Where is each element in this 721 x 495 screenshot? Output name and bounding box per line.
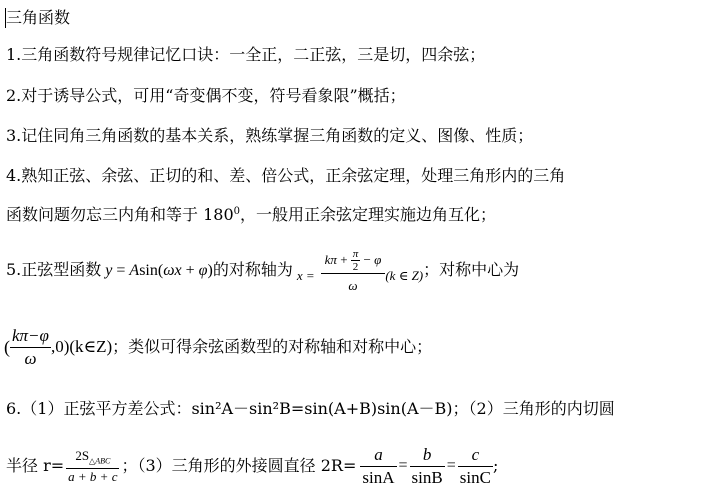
inradius-fraction-den: a + b + c	[68, 469, 118, 485]
item5-suffix: ；对称中心为	[423, 260, 520, 279]
paragraph-4-cont-end: ，一般用正余弦定理实施边角互化；	[240, 205, 497, 224]
equals-sign-2: =	[446, 457, 456, 474]
axis-minus: −	[360, 251, 375, 267]
inradius-fraction	[66, 448, 119, 485]
axis-two: 2	[352, 260, 359, 273]
formula-plus: +	[181, 261, 199, 279]
formula-omega: ωx	[163, 261, 182, 279]
center-rest: ,0)(k∈Z)	[50, 337, 113, 356]
axis-fraction-num	[321, 248, 386, 274]
inradius-num-sub: △ABC	[89, 456, 111, 466]
paragraph-5-cont	[4, 322, 432, 372]
paragraph-6-cont	[6, 440, 498, 492]
axis-k-pi: kπ	[324, 251, 337, 267]
paragraph-6: 6.（1）正弦平方差公式：sin²A－sin²B=sin(A+B)sin(A－B)；（2）三角形的内切圆	[6, 399, 615, 418]
axis-pi-over-2	[351, 248, 361, 273]
formula-phi: φ	[198, 261, 208, 279]
ratio-sinA: sinA	[362, 467, 395, 487]
inradius-prefix: 半径 r=	[6, 456, 65, 475]
formula-y: y	[105, 261, 113, 279]
formula-sin: sin(	[139, 261, 164, 279]
paragraph-3: 3.记住同角三角函数的基本关系，熟练掌握三角函数的定义、图像、性质；	[6, 126, 534, 145]
paragraph-4-cont	[6, 204, 496, 226]
equals-sign-1: =	[398, 457, 408, 474]
ratio-b-sinB	[410, 444, 445, 489]
paragraph-2: 2.对于诱导公式，可用“奇变偶不变，符号看象限”概括；	[6, 86, 406, 105]
formula-close: )	[207, 261, 213, 279]
center-fraction-num: kπ−φ	[10, 325, 51, 348]
paragraph-4: 4.熟知正弦、余弦、正切的和、差、倍公式，正余弦定理，处理三角形内的三角	[6, 166, 566, 185]
paragraph-1: 1.三角函数符号规律记忆口诀：一全正，二正弦，三是切，四余弦；	[6, 45, 486, 64]
axis-condition: (k ∈ Z)	[385, 267, 424, 283]
paragraph-5-cont-text: ；类似可得余弦函数型的对称轴和对称中心；	[112, 337, 433, 356]
center-fraction	[10, 325, 51, 370]
center-open-paren: (	[4, 337, 10, 357]
formula-sine-type	[105, 259, 213, 282]
formula-A: A	[129, 261, 140, 279]
paragraph-5	[6, 248, 519, 292]
center-fraction-den: ω	[24, 348, 37, 368]
document-title: 三角函数	[6, 8, 71, 27]
inradius-num-text: 2S	[75, 447, 90, 463]
line-end: ;	[492, 456, 499, 475]
ratio-sinC: sinC	[459, 467, 491, 487]
axis-plus: +	[336, 251, 351, 267]
item5-prefix: 5.正弦型函数	[6, 260, 102, 279]
inradius-fraction-num	[66, 448, 119, 470]
ratio-c: c	[458, 444, 493, 467]
axis-fraction-den: ω	[348, 277, 358, 293]
axis-x-label: x =	[296, 267, 315, 283]
item5-mid: 的对称轴为	[212, 260, 293, 279]
axis-pi: π	[352, 247, 359, 260]
circumradius-text: ；（3）三角形的外接圆直径 2R=	[121, 456, 357, 475]
ratio-b: b	[410, 444, 445, 467]
axis-fraction	[321, 248, 386, 293]
paragraph-4-cont-text: 函数问题勿忘三内角和等于 180	[6, 205, 234, 224]
axis-phi: φ	[374, 251, 382, 267]
ratio-a-sinA	[360, 444, 396, 489]
ratio-a: a	[360, 444, 396, 467]
formula-eq: =	[112, 261, 130, 279]
ratio-sinB: sinB	[411, 467, 443, 487]
degree-superscript: 0	[233, 206, 241, 217]
ratio-c-sinC	[458, 444, 493, 489]
